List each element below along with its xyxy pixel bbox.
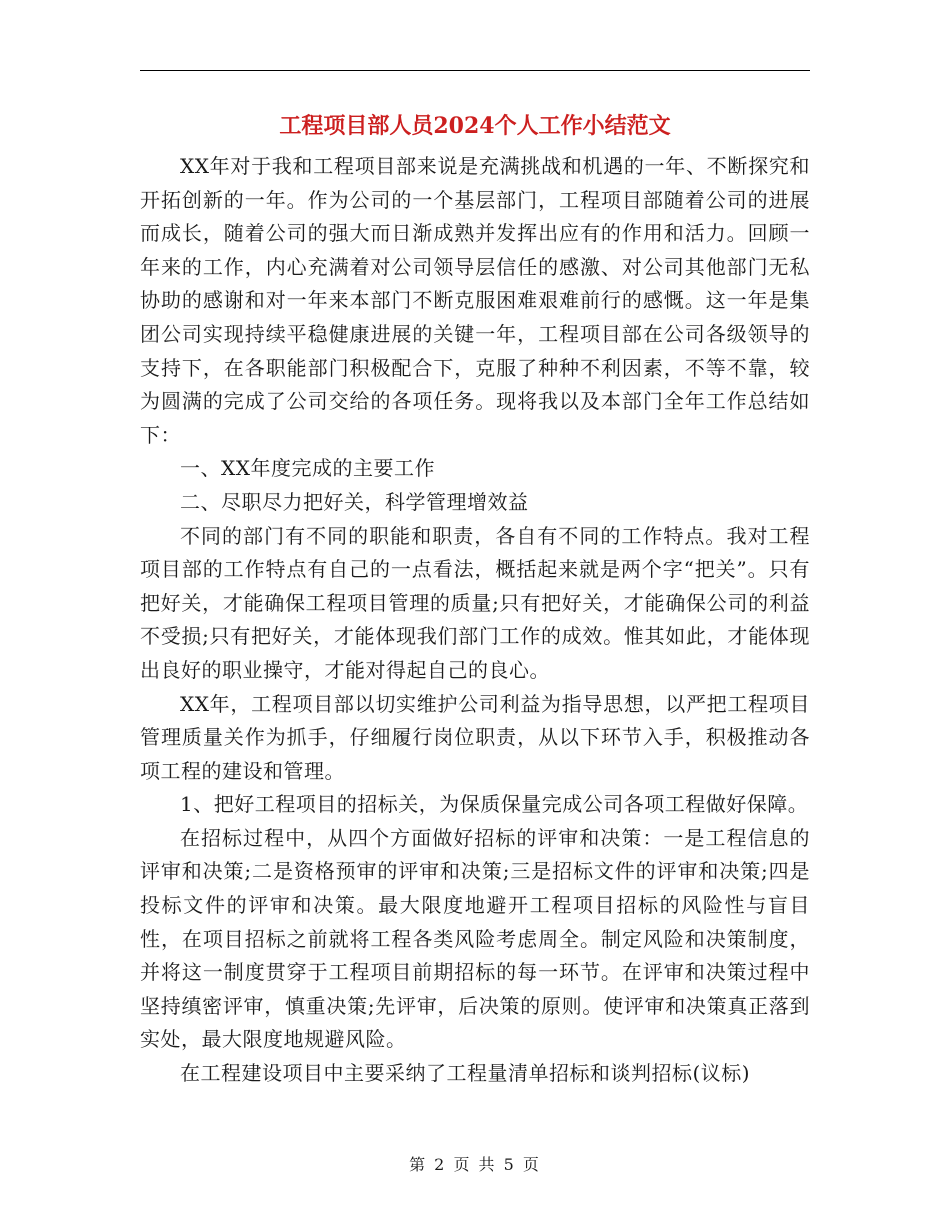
paragraph-bidding-review: 在招标过程中，从四个方面做好招标的评审和决策：一是工程信息的评审和决策;二是资格预审的评审和决策;三是招标文件的评审和决策;四是投标文件的评审和决策。最大限度地避开工程项目招标的风险性与盲目性，在项目招标之前就将工程各类风险考虑周全。制定风险和决策制度，并将这一制度贯穿于工程项目前期招标的每一环节。在评审和决策过程中坚持缜密评审，慎重决策;先评审，后决策的原则。使评审和决策真正落到实处，最大限度地规避风险。: [140, 825, 810, 1052]
section-heading-2: 二、尽职尽力把好关，科学管理增效益: [180, 489, 529, 514]
header-rule: [140, 70, 810, 71]
paragraph-bidding-methods: 在工程建设项目中主要采纳了工程量清单招标和谈判招标(议标): [180, 1061, 751, 1086]
document-body: [140, 150, 810, 1091]
document-title: 工程项目部人员2024个人工作小结范文: [279, 113, 671, 139]
subheading-bidding: 1、把好工程项目的招标关，为保质保量完成公司各项工程做好保障。: [180, 792, 809, 817]
page-number-footer: 第 2 页 共 5 页: [409, 1155, 541, 1174]
paragraph-guiding-idea: XX年，工程项目部以切实维护公司利益为指导思想，以严把工程项目管理质量关作为抓手，仔细履行岗位职责，从以下环节入手，积极推动各项工程的建设和管理。: [140, 691, 810, 783]
paragraph-gatekeeping: 不同的部门有不同的职能和职责，各自有不同的工作特点。我对工程项目部的工作特点有自己的一点看法，概括起来就是两个字“把关”。只有把好关，才能确保工程项目管理的质量;只有把好关，才能确保公司的利益不受损;只有把好关，才能体现我们部门工作的成效。惟其如此，才能体现出良好的职业操守，才能对得起自己的良心。: [140, 523, 810, 682]
section-heading-1: 一、XX年度完成的主要工作: [180, 456, 435, 481]
paragraph-intro: XX年对于我和工程项目部来说是充满挑战和机遇的一年、不断探究和开拓创新的一年。作为公司的一个基层部门，工程项目部随着公司的进展而成长，随着公司的强大而日渐成熟并发挥出应有的作用和活力。回顾一年来的工作，内心充满着对公司领导层信任的感激、对公司其他部门无私协助的感谢和对一年来本部门不断克服困难艰难前行的感慨。这一年是集团公司实现持续平稳健康进展的关键一年，工程项目部在公司各级领导的支持下，在各职能部门积极配合下，克服了种种不利因素，不等不靠，较为圆满的完成了公司交给的各项任务。现将我以及本部门全年工作总结如下：: [140, 154, 810, 447]
